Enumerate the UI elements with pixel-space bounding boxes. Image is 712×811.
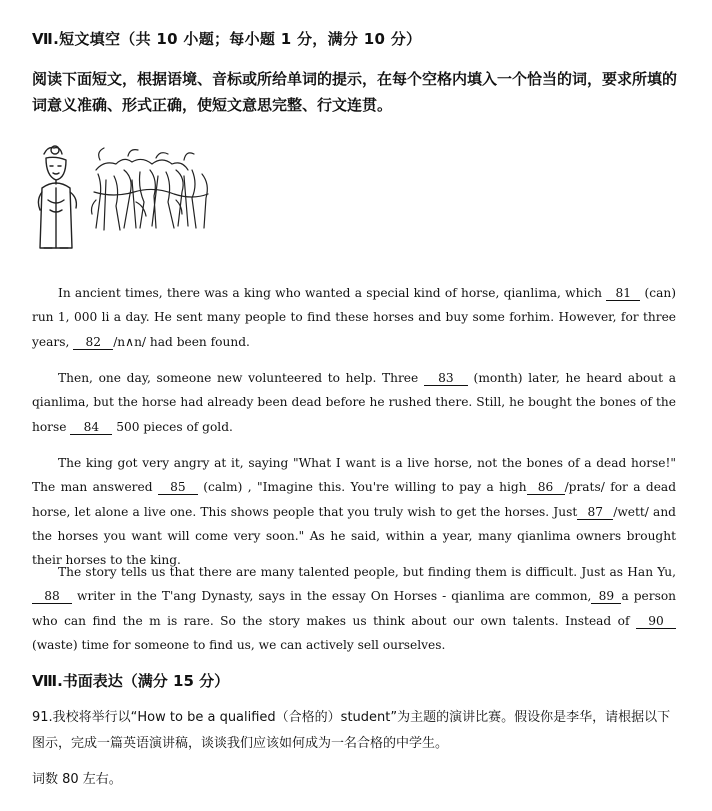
p4-text-d: a person who can find the m is rare. So the story makes us think about our own talents. Instead of bbox=[32, 589, 677, 628]
p1-text-c: (can) run 1, 000 li a day. He sent many people to find these horses and buy some forhim. However, for three years, bbox=[32, 286, 676, 349]
blank-86[interactable]: 86 bbox=[527, 480, 565, 495]
passage-paragraph-1 bbox=[32, 281, 676, 354]
blank-88[interactable]: 88 bbox=[32, 589, 72, 604]
p2-text-c: (month) later, he heard about a qianlima, but the horse had already been dead before he rushed there. Still, he bought the bones of the horse bbox=[32, 371, 676, 434]
p2-text-d: 500 pieces of gold. bbox=[112, 419, 233, 434]
p2-text-a: Then, one day, someone new volunteered to help. Three bbox=[58, 371, 424, 385]
king-figure-icon bbox=[38, 146, 76, 248]
p3-text-c: (calm) , "Imagine this. You're willing to pay a high bbox=[197, 480, 527, 495]
blank-87[interactable]: 87 bbox=[577, 505, 613, 520]
blank-84[interactable]: 84 bbox=[70, 420, 112, 435]
p4-text-c: writer in the T'ang Dynasty, says in the essay On Horses - qianlima are common, bbox=[72, 589, 592, 604]
blank-85[interactable]: 85 bbox=[158, 480, 198, 495]
passage-paragraph-3 bbox=[32, 451, 676, 572]
writing-task-prompt: 91.我校将举行以“How to be a qualified（合格的）student”为主题的演讲比赛。假设你是李华，请根据以下图示，完成一篇英语演讲稿，谈谈我们应该如何成为一名合格的中学生。 bbox=[32, 710, 671, 751]
section7-instruction: 阅读下面短文，根据语境、音标或所给单词的提示，在每个空格内填入一个恰当的词，要求所填的词意义准确、形式正确，使短文意思完整、行文连贯。 bbox=[32, 70, 678, 114]
p3-text-a: The king got very angry at it, saying "What I want is a live horse, not the bones of a dead horse!" The man answered bbox=[32, 456, 676, 495]
p1-text-d: /n∧n/ had been found. bbox=[113, 334, 250, 349]
king-and-horses-illustration bbox=[36, 140, 221, 258]
blank-81[interactable]: 81 bbox=[606, 286, 640, 301]
passage-paragraph-4 bbox=[32, 560, 676, 657]
p3-text-e: /wett/ and the horses you want will come very soon." As he said, within a year, many qianlima owners brought their horses to the king. bbox=[32, 504, 676, 568]
blank-90[interactable]: 90 bbox=[636, 614, 676, 629]
passage-paragraph-2 bbox=[32, 366, 676, 439]
blank-83[interactable]: 83 bbox=[424, 371, 468, 386]
horses-icon bbox=[92, 148, 209, 230]
p1-text-a: In ancient times, there was a king who wanted a special kind of horse, qianlima, which bbox=[58, 286, 607, 300]
section7-title: Ⅶ.短文填空（共 10 小题；每小题 1 分，满分 10 分） bbox=[32, 30, 422, 48]
p3-text-d: /prats/ for a dead horse, let alone a live one. This shows people that you truly wish to get the horses. Just bbox=[32, 480, 677, 519]
blank-82[interactable]: 82 bbox=[73, 335, 113, 350]
blank-89[interactable]: 89 bbox=[591, 589, 621, 604]
p4-text-a: The story tells us that there are many talented people, but finding them is difficult. Just as Han Yu, bbox=[58, 565, 676, 579]
p4-text-e: (waste) time for someone to find us, we can actively sell ourselves. bbox=[32, 637, 446, 652]
word-count-note: 词数 80 左右。 bbox=[32, 772, 122, 787]
section8-title: Ⅷ.书面表达（满分 15 分） bbox=[32, 672, 230, 690]
